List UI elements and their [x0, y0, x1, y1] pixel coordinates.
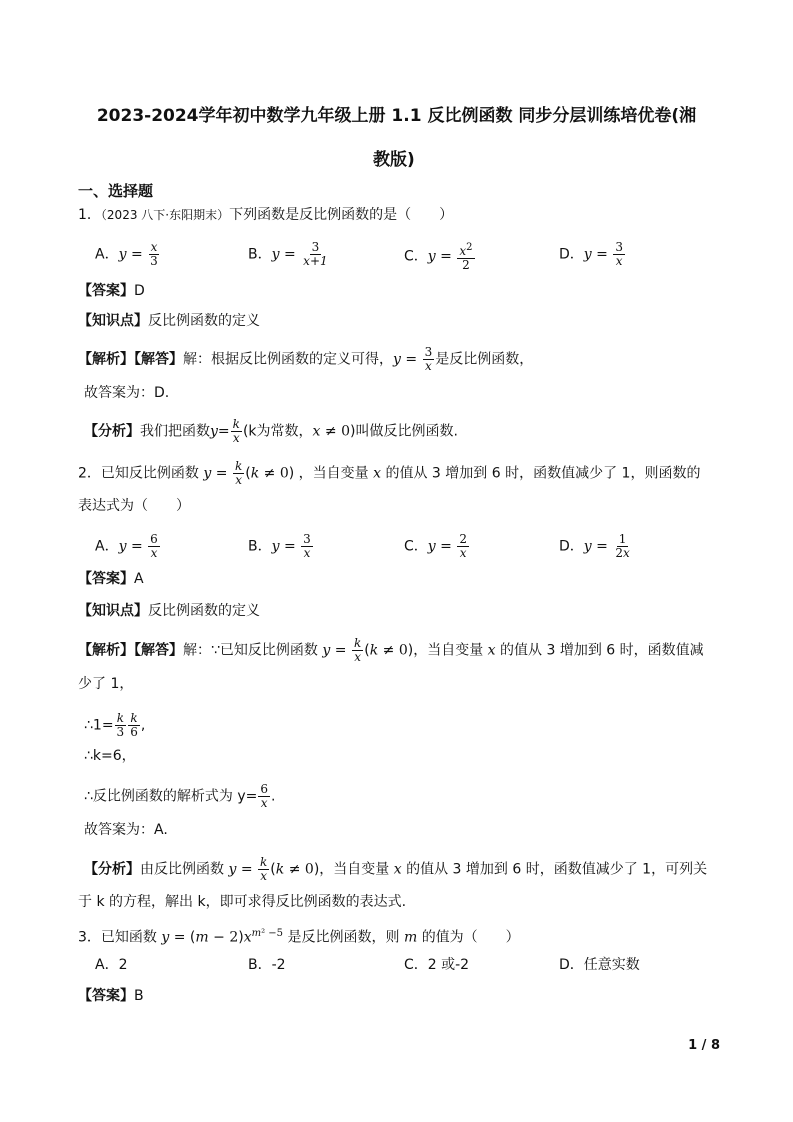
q2-option-c: C．y = $\frac{2}{x}$ [404, 532, 467, 560]
q1-fenxi: 【分析】我们把函数y= $\frac{k}{x}$ (k为常数，x ≠ 0)叫做反比例函数. [84, 417, 458, 445]
q1-option-a: A．y = $\frac{x}{3}$ [95, 240, 158, 268]
page-number: 1 / 8 [688, 1038, 720, 1053]
q3-option-b: B．-2 [248, 957, 286, 973]
title-line-1: 2023-2024学年初中数学九年级上册 1.1 反比例函数 同步分层训练培优卷(湘 [96, 106, 697, 126]
q3-option-d: D．任意实数 [559, 957, 640, 973]
question-2-stem-line-2: 表达式为（ ） [78, 498, 190, 514]
q1-conclusion: 故答案为：D. [84, 385, 170, 401]
q1-option-b: B．y = $\frac{3}{x+1}$ [248, 240, 328, 268]
q1-option-d: D．y = $\frac{3}{x}$ [559, 240, 623, 268]
q1-answer: 【答案】D [78, 283, 145, 299]
q2-answer: 【答案】A [78, 571, 144, 587]
question-3-stem: 3．已知函数 $y = (m - 2)x^{m^2 -5}$ 是反比例函数，则 m 的值为（ ） [78, 928, 520, 946]
question-1-stem: 1．（2023 八下·东阳期末）下列函数是反比例函数的是（ ） [78, 207, 454, 223]
q2-step-1: ∴1= $\frac{k}{3}$ $\frac{k}{6}$ , [84, 711, 146, 739]
q2-knowledge-point: 【知识点】反比例函数的定义 [78, 603, 260, 619]
q3-option-a: A．2 [95, 957, 128, 973]
q1-analysis: 【解析】【解答】解：根据反比例函数的定义可得，y = $\frac{3}{x}$ 是反比例函数， [78, 345, 534, 373]
q2-step-2: ∴k=6， [84, 748, 136, 764]
q2-step-3: ∴反比例函数的解析式为 y= $\frac{6}{x}$ . [84, 782, 276, 810]
title-line-2: 教版) [373, 150, 415, 170]
q2-option-b: B．y = $\frac{3}{x}$ [248, 532, 311, 560]
q2-analysis-line-2: 少了 1， [78, 676, 134, 692]
q1-knowledge-point: 【知识点】反比例函数的定义 [78, 313, 260, 329]
q2-option-d: D．y = $\frac{1}{2x}$ [559, 532, 630, 560]
q2-analysis: 【解析】【解答】解：∵已知反比例函数 y = $\frac{k}{x}$ (k ≠ 0)，当自变量 x 的值从 3 增加到 6 时，函数值减 [78, 636, 704, 664]
section-heading: 一、选择题 [78, 182, 154, 200]
q3-answer: 【答案】B [78, 988, 144, 1004]
q2-option-a: A．y = $\frac{6}{x}$ [95, 532, 158, 560]
q3-option-c: C．2 或-2 [404, 957, 470, 973]
q1-option-c: C．y = $\frac{x^2}{2}$ [404, 242, 473, 272]
q2-fenxi: 【分析】由反比例函数 y = $\frac{k}{x}$ (k ≠ 0)，当自变量 x 的值从 3 增加到 6 时，函数值减少了 1，可列关 [84, 855, 708, 883]
question-2-stem: 2．已知反比例函数 y = $\frac{k}{x}$ (k ≠ 0) ，当自变量 x 的值从 3 增加到 6 时，函数值减少了 1，则函数的 [78, 459, 701, 487]
q2-conclusion: 故答案为：A. [84, 822, 168, 838]
q2-fenxi-line-2: 于 k 的方程，解出 k，即可求得反比例函数的表达式. [78, 894, 407, 910]
